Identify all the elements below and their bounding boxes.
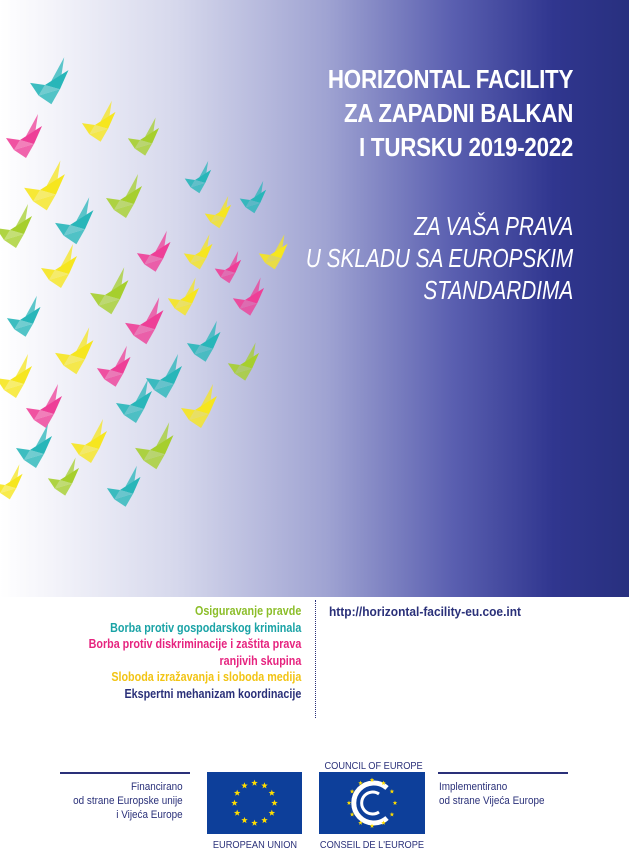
eu-flag-logo [207,772,302,834]
star-icon [251,820,257,826]
origami-bird-icon [116,379,152,423]
origami-bird-icon [0,354,32,398]
footer-rule-right [438,772,568,774]
funding-statement [73,780,183,822]
coe-swirl-icon [354,783,387,823]
origami-bird-icon [135,422,173,469]
star-icon [390,789,395,793]
cover-subtitle [306,210,573,306]
origami-bird-icon [107,466,141,507]
programme-list [88,603,301,702]
funding-line: od strane Europske unije [73,795,183,807]
footer-rule-left [60,772,190,774]
title-line: ZA ZAPADNI BALKAN [343,98,573,128]
coe-label-fr: CONSEIL DE L'EUROPE [319,839,425,851]
implementation-statement [439,780,544,808]
star-icon [347,801,352,805]
origami-bird-icon [6,114,42,158]
cover-title [328,62,573,164]
origami-bird-icon [106,174,142,218]
origami-bird-icon [97,346,131,387]
origami-bird-icon [82,101,116,142]
origami-bird-icon [71,419,107,463]
star-icon [390,812,395,816]
origami-bird-icon [185,161,211,193]
origami-bird-icon [26,384,62,428]
origami-bird-icon [55,197,93,244]
origami-bird-icon [128,117,159,155]
origami-bird-icon [41,244,77,288]
origami-bird-icon [24,161,65,211]
star-icon [393,801,398,805]
eu-label: EUROPEAN UNION [212,839,298,851]
origami-bird-icon [90,267,128,314]
origami-bird-icon [168,277,199,315]
funding-line: Financirano [131,781,183,793]
coe-swirl-inner-icon [362,792,379,814]
website-link[interactable]: http://horizontal-facility-eu.coe.int [329,604,522,619]
programme-item: Borba protiv diskriminacije i zaštita prava [88,637,301,651]
subtitle-line: ZA VAŠA PRAVA [413,211,573,241]
origami-bird-icon [233,277,264,315]
dotted-divider [315,600,316,718]
programme-item: Ekspertni mehanizam koordinacije [124,686,301,701]
programme-item: Sloboda izražavanja i sloboda medija [111,670,301,684]
origami-bird-icon [30,57,68,104]
title-line: HORIZONTAL FACILITY [327,64,573,94]
title-line: I TURSKU 2019-2022 [358,132,573,162]
subtitle-line: STANDARDIMA [423,275,573,305]
funding-line: i Vijeća Europe [116,809,183,821]
origami-bird-icon [205,196,231,228]
star-icon [241,782,247,788]
star-icon [251,780,257,786]
star-icon [269,810,275,816]
star-icon [234,790,240,796]
origami-bird-icon [55,327,93,374]
council-of-europe-logo [319,772,425,834]
origami-bird-icon [0,464,23,499]
origami-bird-icon [181,384,217,428]
star-icon [234,810,240,816]
subtitle-line: U SKLADU SA EUROPSKIM [305,243,573,273]
origami-bird-icon [0,204,32,248]
implementation-line: Implementirano [439,781,508,793]
eu-stars-icon [207,772,302,834]
origami-bird-icon [240,181,266,213]
origami-bird-icon [228,342,259,380]
origami-bird-icon [125,297,163,344]
star-icon [271,800,277,806]
programme-item: Osiguravanje pravde [194,604,301,618]
origami-bird-icon [215,251,241,283]
star-icon [231,800,237,806]
programme-item: ranjivih skupina [219,653,301,668]
origami-bird-icon [187,321,221,362]
star-icon [261,782,267,788]
star-icon [261,817,267,823]
programme-item: Borba protiv gospodarskog kriminala [109,620,301,635]
coe-stars-icon [319,772,425,834]
star-icon [241,817,247,823]
origami-bird-icon [16,424,52,468]
origami-bird-icon [48,457,79,495]
star-icon [269,790,275,796]
origami-bird-icon [7,296,41,337]
coe-label-en: COUNCIL OF EUROPE [324,760,423,772]
implementation-line: od strane Vijeća Europe [439,795,545,807]
origami-bird-icon [259,234,288,269]
origami-bird-icon [184,234,213,269]
origami-bird-icon [137,231,171,272]
